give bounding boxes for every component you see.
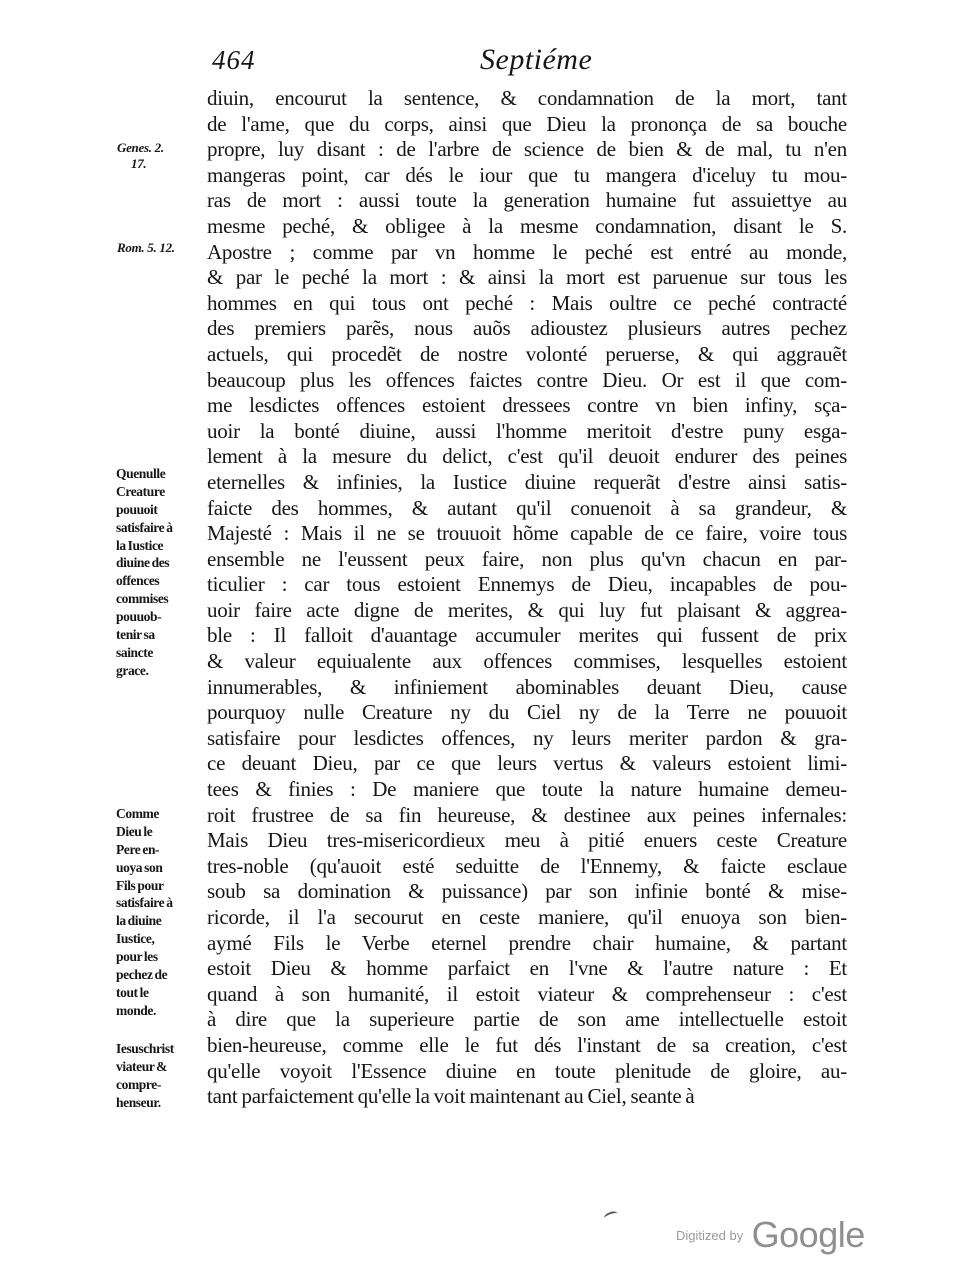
text-line: bien-heureuse, comme elle le fut dés l'instant de sa creation, c'est bbox=[207, 1032, 847, 1057]
gloss-line: Creature bbox=[116, 483, 165, 499]
text-line: mesme peché, & obligee à la mesme condamnation, disant le S. bbox=[207, 213, 847, 238]
margin-reference-line: 17. bbox=[131, 156, 147, 171]
gloss-line: pechez de bbox=[116, 967, 168, 983]
margin-gloss-3 bbox=[116, 1040, 204, 1112]
text-line: tees & finies : De maniere que toute la nature humaine demeu- bbox=[207, 777, 847, 802]
text-line: mangeras point, car dés le iour que tu mangera d'iceluy tu mou- bbox=[207, 162, 847, 187]
gloss-line: commises bbox=[116, 591, 169, 607]
gloss-line: pour les bbox=[116, 949, 158, 965]
text-line: me lesdictes offences estoient dressees contre vn bien infiny, sça- bbox=[207, 393, 847, 418]
ink-mark bbox=[603, 1210, 619, 1222]
text-line: & valeur equiualente aux offences commises, lesquelles estoient bbox=[207, 649, 847, 674]
text-line: tant parfaictement qu'elle la voit maintenant au Ciel, seante à bbox=[207, 1084, 695, 1109]
margin-reference-line: Rom. 5. 12. bbox=[117, 240, 175, 255]
text-line: lement à la mesure du delict, c'est qu'il deuoit endurer des peines bbox=[207, 444, 847, 469]
text-line: roit frustree de sa fin heureuse, & destinee aux peines infernales: bbox=[207, 802, 847, 827]
text-line: innumerables, & infiniement abominables deuant Dieu, cause bbox=[207, 674, 847, 699]
text-line: pourquoy nulle Creature ny du Ciel ny de la Terre ne pouuoit bbox=[207, 700, 847, 725]
text-line: qu'elle voyoit l'Essence diuine en toute plenitude de gloire, au- bbox=[207, 1058, 847, 1083]
gloss-line: saincte bbox=[116, 644, 153, 660]
google-logo: Google bbox=[751, 1214, 865, 1255]
gloss-line: la Iustice bbox=[116, 537, 164, 553]
text-line: de l'ame, que du corps, ainsi que Dieu la prononça de sa bouche bbox=[207, 111, 847, 136]
gloss-line: Comme bbox=[116, 806, 159, 821]
text-line: hommes en qui tous ont peché : Mais oultre ce peché contracté bbox=[207, 290, 847, 315]
running-title: Septiéme bbox=[480, 43, 593, 76]
text-line: uoir faire acte digne de merites, & qui luy fut plaisant & aggrea- bbox=[207, 597, 847, 622]
text-line: tres-noble (qu'auoit esté seduitte de l'Ennemy, & faicte esclaue bbox=[207, 853, 847, 878]
text-line: faicte des hommes, & autant qu'il conuenoit à sa grandeur, & bbox=[207, 495, 847, 520]
gloss-line: viateur & bbox=[116, 1058, 168, 1074]
gloss-line: Dieu le bbox=[116, 823, 153, 839]
gloss-line: Quenulle bbox=[116, 466, 166, 481]
body-text bbox=[207, 86, 847, 1110]
gloss-line: satisfaire à bbox=[116, 895, 173, 911]
gloss-line: offences bbox=[116, 573, 160, 589]
text-line: Apostre ; comme par vn homme le peché est entré au monde, bbox=[207, 239, 847, 264]
text-line: beaucoup plus les offences faictes contre Dieu. Or est il que com- bbox=[207, 367, 847, 392]
margin-gloss-2 bbox=[116, 805, 204, 1020]
gloss-line: compre- bbox=[116, 1076, 161, 1092]
gloss-line: Pere en- bbox=[116, 841, 160, 857]
gloss-line: uoya son bbox=[116, 859, 163, 875]
margin-reference-line: Genes. 2. bbox=[117, 140, 164, 155]
text-line: satisfaire pour lesdictes offences, ny leurs meriter pardon & gra- bbox=[207, 725, 847, 750]
text-line: ras de mort : aussi toute la generation humaine fut assuiettye au bbox=[207, 188, 847, 213]
text-line: Majesté : Mais il ne se trouuoit hõme capable de ce faire, voire tous bbox=[207, 521, 847, 546]
gloss-line: grace. bbox=[116, 662, 149, 678]
gloss-line: diuine des bbox=[116, 555, 170, 571]
text-line: estoit Dieu & homme parfaict en l'vne & l'autre nature : Et bbox=[207, 956, 847, 981]
text-line: soub sa domination & puissance) par son infinie bonté & mise- bbox=[207, 879, 847, 904]
text-line: ble : Il falloit d'auantage accumuler merites qui fussent de prix bbox=[207, 623, 847, 648]
gloss-line: pouuoit bbox=[116, 501, 158, 517]
text-line: propre, luy disant : de l'arbre de science de bien & de mal, tu n'en bbox=[207, 137, 847, 162]
text-line: uoir la bonté diuine, aussi l'homme meritoit d'estre puny esga- bbox=[207, 418, 847, 443]
gloss-line: la diuine bbox=[116, 913, 162, 929]
gloss-line: Iesuschrist bbox=[116, 1041, 174, 1056]
text-line: & par le peché la mort : & ainsi la mort est paruenue sur tous les bbox=[207, 265, 847, 290]
text-line: aymé Fils le Verbe eternel prendre chair humaine, & partant bbox=[207, 930, 847, 955]
gloss-line: Iustice, bbox=[116, 931, 155, 947]
text-line: eternelles & infinies, la Iustice diuine requerãt d'estre ainsi satis- bbox=[207, 469, 847, 494]
gloss-line: Fils pour bbox=[116, 877, 164, 893]
gloss-line: pouuob- bbox=[116, 609, 162, 625]
watermark-caption: Digitized by bbox=[676, 1227, 744, 1243]
text-line: à dire que la superieure partie de son ame intellectuelle estoit bbox=[207, 1007, 847, 1032]
text-line: ticulier : car tous estoient Ennemys de Dieu, incapables de pou- bbox=[207, 572, 847, 597]
google-watermark bbox=[676, 1214, 865, 1254]
text-line: ce deuant Dieu, par ce que leurs vertus & valeurs estoient limi- bbox=[207, 751, 847, 776]
text-line: diuin, encourut la sentence, & condamnation de la mort, tant bbox=[207, 86, 847, 110]
page-number: 464 bbox=[212, 45, 256, 75]
gloss-line: tenir sa bbox=[116, 627, 155, 643]
gloss-line: tout le bbox=[116, 984, 149, 1000]
margin-gloss-1 bbox=[116, 465, 204, 680]
margin-reference-genesis bbox=[117, 140, 164, 172]
text-line: actuels, qui procedẽt de nostre volonté peruerse, & qui aggrauẽt bbox=[207, 341, 847, 366]
running-head bbox=[210, 40, 850, 80]
text-line: ricorde, il l'a secourut en ceste maniere, qu'il enuoya son bien- bbox=[207, 905, 847, 929]
gloss-line: henseur. bbox=[116, 1094, 161, 1110]
text-line: ensemble ne l'eussent peux faire, non plus qu'vn chacun en par- bbox=[207, 546, 847, 571]
gloss-line: satisfaire à bbox=[116, 519, 173, 535]
gloss-line: monde. bbox=[116, 1002, 156, 1018]
text-line: des premiers parẽs, nous auõs adioustez plusieurs autres pechez bbox=[207, 316, 847, 341]
text-line: quand à son humanité, il estoit viateur & comprehenseur : c'est bbox=[207, 981, 847, 1006]
margin-reference-romans bbox=[117, 240, 175, 256]
text-line: Mais Dieu tres-misericordieux meu à pitié enuers ceste Creature bbox=[207, 828, 847, 853]
